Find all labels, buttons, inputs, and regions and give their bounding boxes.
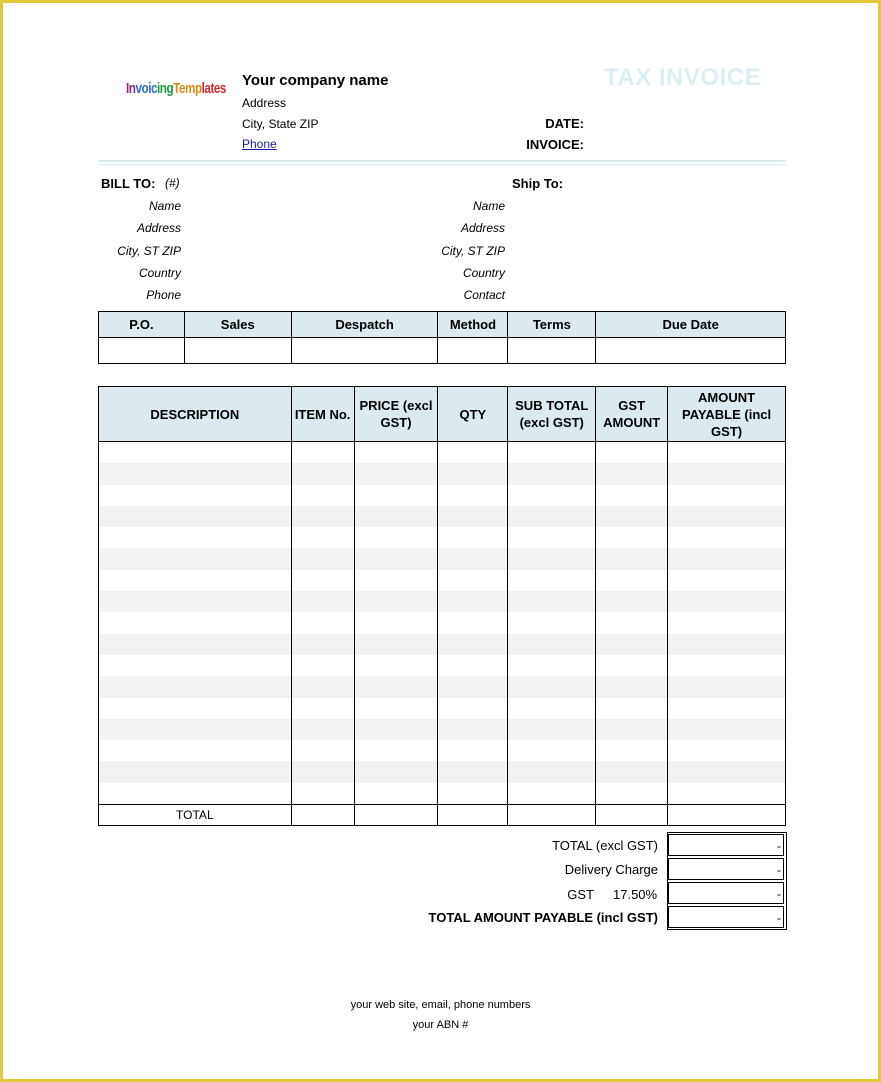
item-cell[interactable] xyxy=(291,463,354,484)
terms-header: Terms xyxy=(508,312,596,338)
total-cell xyxy=(668,805,786,826)
table-row xyxy=(99,698,786,719)
item-cell[interactable] xyxy=(291,634,354,655)
item-cell[interactable] xyxy=(438,485,508,506)
gst-label: GST xyxy=(567,887,594,902)
item-cell[interactable] xyxy=(438,634,508,655)
item-cell[interactable] xyxy=(99,463,292,484)
sales-cell[interactable] xyxy=(184,338,291,364)
company-name: Your company name xyxy=(242,72,389,89)
subtotal-header: SUB TOTAL (excl GST) xyxy=(508,387,596,442)
item-cell[interactable] xyxy=(354,634,438,655)
table-row xyxy=(99,527,786,548)
bill-to-phone: Phone xyxy=(146,288,181,302)
amount-payable-header: AMOUNT PAYABLE (incl GST) xyxy=(668,387,786,442)
despatch-header: Despatch xyxy=(291,312,438,338)
item-cell[interactable] xyxy=(438,676,508,697)
item-cell[interactable] xyxy=(438,591,508,612)
item-cell[interactable] xyxy=(438,612,508,633)
item-cell[interactable] xyxy=(596,591,668,612)
bill-to-address: Address xyxy=(136,221,181,235)
gst-amount-header: GST AMOUNT xyxy=(596,387,668,442)
item-cell[interactable] xyxy=(438,527,508,548)
terms-cell[interactable] xyxy=(508,338,596,364)
item-cell[interactable] xyxy=(291,612,354,633)
ship-to-name: Name xyxy=(472,199,505,213)
item-cell[interactable] xyxy=(668,506,786,527)
item-cell[interactable] xyxy=(596,719,668,740)
invoice-title: TAX INVOICE xyxy=(604,64,762,91)
item-number-header: ITEM No. xyxy=(291,387,354,442)
item-cell[interactable] xyxy=(354,506,438,527)
item-cell[interactable] xyxy=(508,527,596,548)
footer-abn: your ABN # xyxy=(412,1019,469,1031)
item-cell[interactable] xyxy=(291,548,354,569)
table-row xyxy=(99,570,786,591)
item-cell[interactable] xyxy=(508,740,596,761)
item-cell[interactable] xyxy=(99,506,292,527)
ship-to-country: Country xyxy=(462,266,505,280)
item-cell[interactable] xyxy=(668,527,786,548)
table-row xyxy=(99,548,786,569)
item-cell[interactable] xyxy=(438,698,508,719)
date-label: DATE: xyxy=(545,116,584,131)
item-cell[interactable] xyxy=(438,570,508,591)
item-cell[interactable] xyxy=(438,740,508,761)
item-cell[interactable] xyxy=(596,761,668,782)
item-cell[interactable] xyxy=(438,463,508,484)
item-cell[interactable] xyxy=(438,783,508,805)
company-logo: InvoicingTemplates xyxy=(126,80,226,97)
item-cell[interactable] xyxy=(354,591,438,612)
item-cell[interactable] xyxy=(668,761,786,782)
delivery-charge-label: Delivery Charge xyxy=(564,862,658,877)
table-row xyxy=(99,719,786,740)
item-cell[interactable] xyxy=(596,570,668,591)
item-cell[interactable] xyxy=(596,485,668,506)
sales-header: Sales xyxy=(184,312,291,338)
header-divider-secondary xyxy=(98,164,786,165)
item-cell[interactable] xyxy=(668,676,786,697)
item-cell[interactable] xyxy=(99,591,292,612)
item-cell[interactable] xyxy=(596,655,668,676)
table-row xyxy=(99,655,786,676)
item-cell[interactable] xyxy=(508,719,596,740)
item-cell[interactable] xyxy=(99,719,292,740)
item-cell[interactable] xyxy=(508,442,596,464)
item-cell[interactable] xyxy=(668,655,786,676)
price-header: PRICE (excl GST) xyxy=(354,387,438,442)
item-cell[interactable] xyxy=(291,591,354,612)
item-cell[interactable] xyxy=(508,634,596,655)
item-cell[interactable] xyxy=(291,783,354,805)
item-cell[interactable] xyxy=(354,719,438,740)
grand-total-value[interactable]: - xyxy=(668,906,784,928)
item-cell[interactable] xyxy=(596,612,668,633)
item-cell[interactable] xyxy=(99,740,292,761)
item-cell[interactable] xyxy=(668,591,786,612)
item-cell[interactable] xyxy=(668,612,786,633)
item-cell[interactable] xyxy=(99,612,292,633)
bill-to-country: Country xyxy=(138,266,181,280)
method-cell[interactable] xyxy=(438,338,508,364)
total-cell xyxy=(438,805,508,826)
table-row xyxy=(99,442,786,464)
description-header: DESCRIPTION xyxy=(99,387,292,442)
item-cell[interactable] xyxy=(668,783,786,805)
item-cell[interactable] xyxy=(508,591,596,612)
item-cell[interactable] xyxy=(668,485,786,506)
item-cell[interactable] xyxy=(596,463,668,484)
item-cell[interactable] xyxy=(596,506,668,527)
item-cell[interactable] xyxy=(508,485,596,506)
item-cell[interactable] xyxy=(596,783,668,805)
item-cell[interactable] xyxy=(354,740,438,761)
item-cell[interactable] xyxy=(668,698,786,719)
item-cell[interactable] xyxy=(508,655,596,676)
method-header: Method xyxy=(438,312,508,338)
company-phone-link[interactable]: Phone xyxy=(242,137,277,151)
table-row xyxy=(99,591,786,612)
item-cell[interactable] xyxy=(291,698,354,719)
ship-to-label: Ship To: xyxy=(512,176,564,191)
item-cell[interactable] xyxy=(438,761,508,782)
table-row xyxy=(99,783,786,805)
item-cell[interactable] xyxy=(596,548,668,569)
grand-total-label: TOTAL AMOUNT PAYABLE (incl GST) xyxy=(428,910,658,925)
item-cell[interactable] xyxy=(291,527,354,548)
item-cell[interactable] xyxy=(354,612,438,633)
table-row xyxy=(99,740,786,761)
item-cell[interactable] xyxy=(291,761,354,782)
item-cell[interactable] xyxy=(508,761,596,782)
item-cell[interactable] xyxy=(438,442,508,464)
qty-header: QTY xyxy=(438,387,508,442)
table-row xyxy=(99,634,786,655)
item-cell[interactable] xyxy=(596,740,668,761)
item-cell[interactable] xyxy=(668,719,786,740)
order-info-table xyxy=(98,311,786,364)
ship-to-address: Address xyxy=(460,221,505,235)
item-cell[interactable] xyxy=(291,485,354,506)
header-divider xyxy=(98,160,786,162)
item-cell[interactable] xyxy=(438,655,508,676)
item-cell[interactable] xyxy=(438,548,508,569)
despatch-cell[interactable] xyxy=(291,338,438,364)
table-row xyxy=(99,463,786,484)
item-cell[interactable] xyxy=(99,655,292,676)
delivery-charge-value[interactable]: - xyxy=(668,858,784,880)
item-cell[interactable] xyxy=(99,698,292,719)
item-cell[interactable] xyxy=(99,783,292,805)
footer-contact: your web site, email, phone numbers xyxy=(350,999,531,1011)
bill-to-city: City, ST ZIP xyxy=(117,244,181,258)
total-excl-gst-value[interactable]: - xyxy=(668,834,784,856)
item-cell[interactable] xyxy=(596,442,668,464)
table-row xyxy=(99,506,786,527)
total-cell xyxy=(291,805,354,826)
bill-to-number: (#) xyxy=(165,176,180,190)
item-cell[interactable] xyxy=(668,463,786,484)
item-cell[interactable] xyxy=(508,676,596,697)
item-cell[interactable] xyxy=(99,676,292,697)
item-cell[interactable] xyxy=(99,485,292,506)
bill-to-name: Name xyxy=(148,199,181,213)
ship-to-contact: Contact xyxy=(463,288,505,302)
item-cell[interactable] xyxy=(354,527,438,548)
po-cell[interactable] xyxy=(99,338,185,364)
item-cell[interactable] xyxy=(291,740,354,761)
item-cell[interactable] xyxy=(354,485,438,506)
company-address: Address xyxy=(242,96,287,110)
item-cell[interactable] xyxy=(508,570,596,591)
item-cell[interactable] xyxy=(291,655,354,676)
table-row xyxy=(99,761,786,782)
item-cell[interactable] xyxy=(354,761,438,782)
due-date-header: Due Date xyxy=(596,312,786,338)
gst-value[interactable]: - xyxy=(668,882,784,904)
table-row xyxy=(99,485,786,506)
item-cell[interactable] xyxy=(596,634,668,655)
table-row xyxy=(99,676,786,697)
item-cell[interactable] xyxy=(508,548,596,569)
item-cell[interactable] xyxy=(668,570,786,591)
item-cell[interactable] xyxy=(354,783,438,805)
item-cell[interactable] xyxy=(291,442,354,464)
item-cell[interactable] xyxy=(438,719,508,740)
item-cell[interactable] xyxy=(354,548,438,569)
item-cell[interactable] xyxy=(99,442,292,464)
invoice-number-label: INVOICE: xyxy=(526,137,584,152)
item-cell[interactable] xyxy=(508,698,596,719)
item-cell[interactable] xyxy=(668,634,786,655)
total-cell xyxy=(354,805,438,826)
item-cell[interactable] xyxy=(668,442,786,464)
line-items-table xyxy=(98,386,786,826)
item-cell[interactable] xyxy=(291,506,354,527)
total-row-label: TOTAL xyxy=(99,805,292,826)
item-cell[interactable] xyxy=(354,676,438,697)
po-header: P.O. xyxy=(99,312,185,338)
item-cell[interactable] xyxy=(291,570,354,591)
item-cell[interactable] xyxy=(291,676,354,697)
company-city: City, State ZIP xyxy=(242,117,319,131)
item-cell[interactable] xyxy=(99,634,292,655)
item-cell[interactable] xyxy=(99,527,292,548)
item-cell[interactable] xyxy=(99,761,292,782)
item-cell[interactable] xyxy=(508,463,596,484)
item-cell[interactable] xyxy=(354,698,438,719)
item-cell[interactable] xyxy=(668,548,786,569)
item-cell[interactable] xyxy=(596,698,668,719)
item-cell[interactable] xyxy=(99,570,292,591)
item-cell[interactable] xyxy=(508,783,596,805)
bill-to-label: BILL TO: xyxy=(101,176,156,191)
item-cell[interactable] xyxy=(508,612,596,633)
due-date-cell[interactable] xyxy=(596,338,786,364)
item-cell[interactable] xyxy=(291,719,354,740)
item-cell[interactable] xyxy=(438,506,508,527)
item-cell[interactable] xyxy=(354,463,438,484)
item-cell[interactable] xyxy=(99,548,292,569)
table-row xyxy=(99,612,786,633)
item-cell[interactable] xyxy=(596,676,668,697)
total-cell xyxy=(596,805,668,826)
item-cell[interactable] xyxy=(596,527,668,548)
item-cell[interactable] xyxy=(354,442,438,464)
item-cell[interactable] xyxy=(508,506,596,527)
item-cell[interactable] xyxy=(354,655,438,676)
item-cell[interactable] xyxy=(354,570,438,591)
total-excl-gst-label: TOTAL (excl GST) xyxy=(552,838,658,853)
total-cell xyxy=(508,805,596,826)
item-cell[interactable] xyxy=(668,740,786,761)
gst-rate: 17.50% xyxy=(613,887,658,902)
ship-to-city: City, ST ZIP xyxy=(441,244,505,258)
